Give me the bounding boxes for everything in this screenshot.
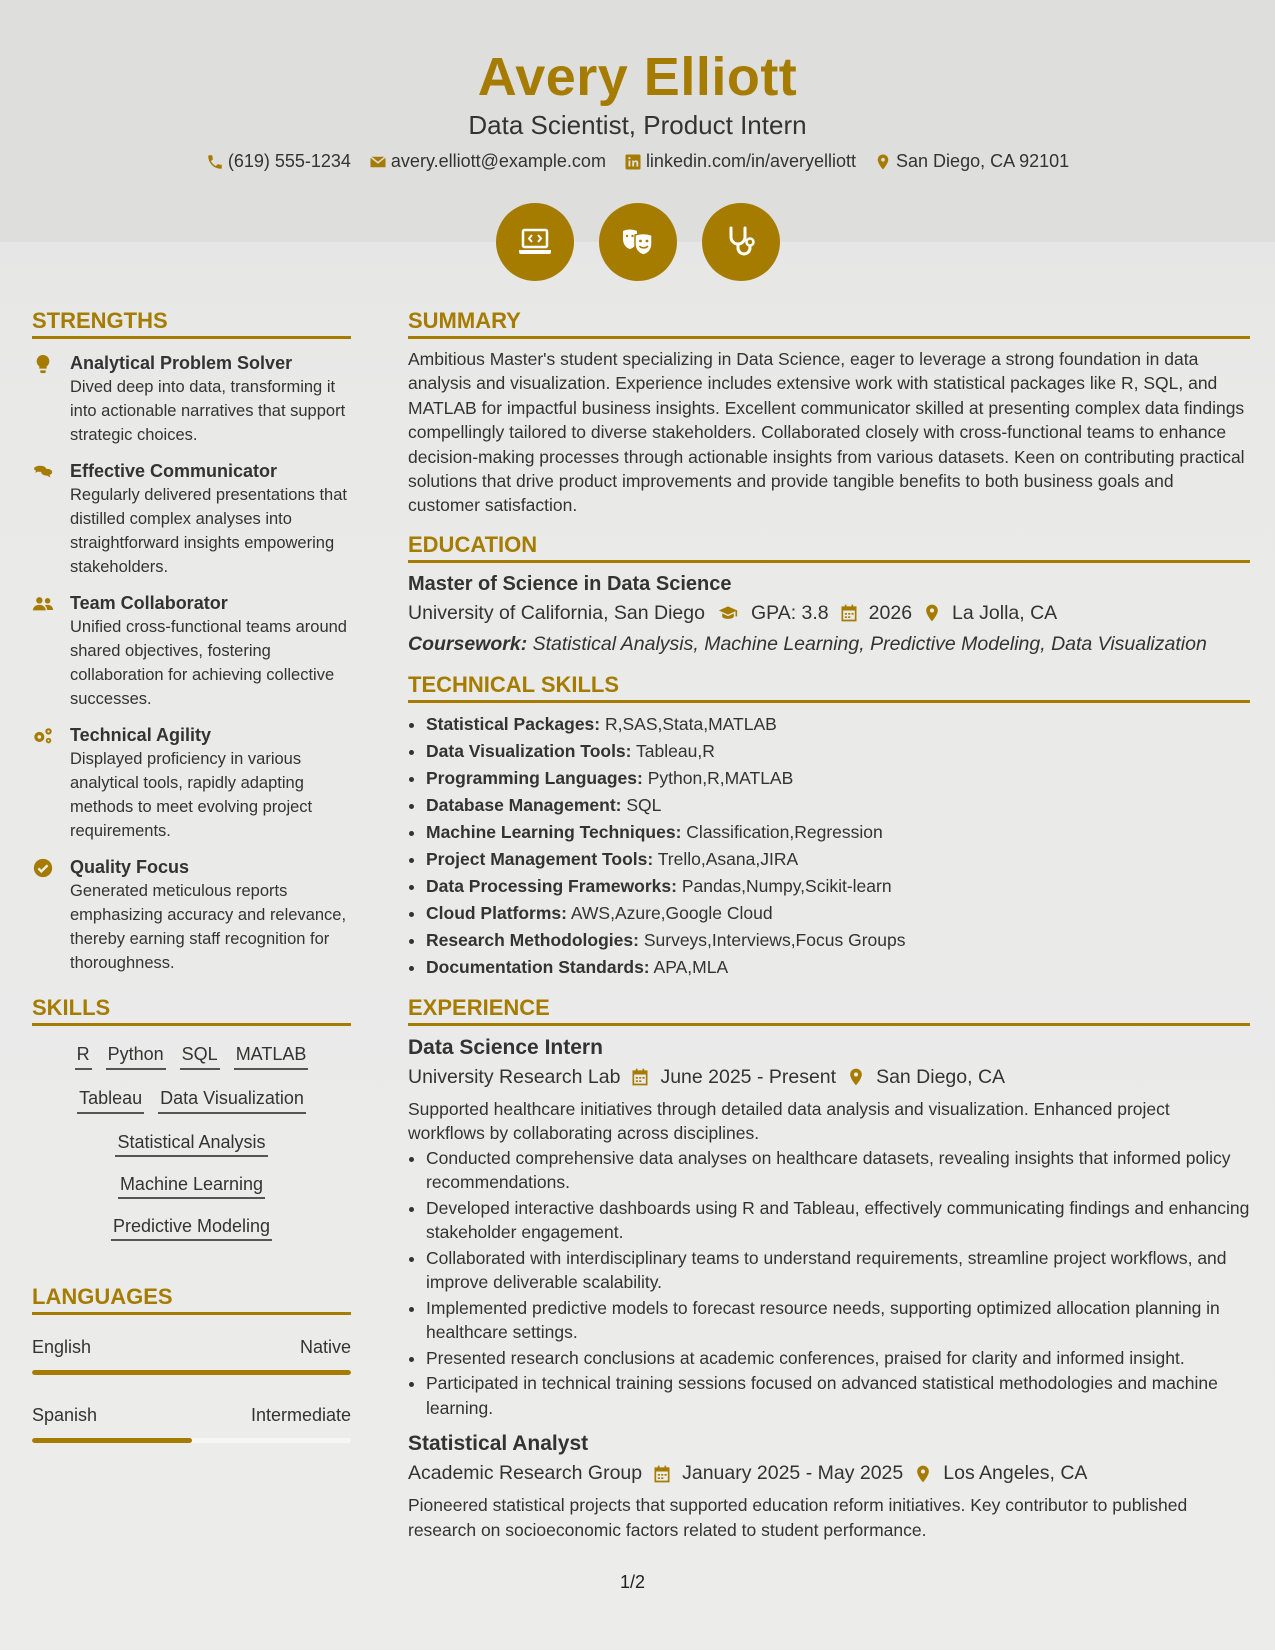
job-bullets bbox=[408, 1146, 1250, 1421]
stethoscope-icon bbox=[721, 222, 761, 262]
coursework-label: Coursework: bbox=[408, 632, 528, 655]
list-item: • Implemented predictive models to forecast resource needs, supporting optimized allocation planning in healthcare settings. bbox=[426, 1296, 1250, 1345]
experience-heading: EXPERIENCE bbox=[408, 995, 1250, 1026]
interest-icons bbox=[0, 203, 1275, 281]
school-location: La Jolla, CA bbox=[952, 601, 1058, 624]
skill-chip: Statistical Analysis bbox=[62, 1130, 321, 1156]
theater-masks-icon bbox=[618, 222, 658, 262]
strength-desc: Unified cross-functional teams around shared objectives, fostering collaboration for achieving collective successes. bbox=[70, 618, 347, 708]
linkedin-icon bbox=[624, 153, 642, 171]
job-meta bbox=[408, 1066, 1250, 1089]
strength-title: Analytical Problem Solver bbox=[70, 353, 293, 373]
list-item: • Machine Learning Techniques: Classification,Regression bbox=[426, 819, 1250, 846]
strength-item bbox=[32, 855, 351, 975]
skill-chip: Tableau bbox=[77, 1086, 144, 1114]
degree-title: Master of Science in Data Science bbox=[408, 572, 732, 595]
language-item bbox=[32, 1337, 351, 1375]
graduation-year: 2026 bbox=[868, 601, 913, 624]
skills-heading: SKILLS bbox=[32, 995, 351, 1026]
comments-icon bbox=[32, 461, 54, 483]
map-marker-icon bbox=[913, 1464, 933, 1484]
right-column bbox=[408, 308, 1250, 1542]
list-item: • Documentation Standards: APA,MLA bbox=[426, 954, 1250, 981]
calendar-icon bbox=[652, 1464, 672, 1484]
gpa-text: GPA: 3.8 bbox=[750, 601, 829, 624]
candidate-name: Avery Elliott bbox=[477, 47, 798, 107]
cogs-icon bbox=[32, 725, 54, 747]
list-item: • Research Methodologies: Surveys,Interviews,Focus Groups bbox=[426, 927, 1250, 954]
calendar-icon bbox=[630, 1067, 650, 1087]
job-dates: June 2025 - Present bbox=[660, 1065, 837, 1088]
laptop-code-badge bbox=[496, 203, 574, 281]
job-dates: January 2025 - May 2025 bbox=[682, 1462, 904, 1485]
job-title: Data Science Intern bbox=[408, 1035, 603, 1059]
job-title: Statistical Analyst bbox=[408, 1432, 589, 1456]
strength-desc: Generated meticulous reports emphasizing accuracy and relevance, thereby earning staff recognition for thoroughness. bbox=[70, 882, 347, 972]
skill-chip: SQL bbox=[180, 1042, 220, 1070]
skill-chip: MATLAB bbox=[234, 1042, 309, 1070]
phone-text: (619) 555-1234 bbox=[227, 151, 351, 171]
contact-info bbox=[0, 151, 1275, 172]
list-item: • Database Management: SQL bbox=[426, 792, 1250, 819]
language-name: English bbox=[32, 1337, 92, 1357]
list-item: • Conducted comprehensive data analyses on healthcare datasets, revealing insights that informed policy recommendations. bbox=[426, 1146, 1250, 1195]
skill-chip: Predictive Modeling bbox=[62, 1214, 321, 1240]
technical-skills-list bbox=[408, 711, 1250, 981]
calendar-icon bbox=[839, 603, 859, 623]
strength-desc: Regularly delivered presentations that distilled complex analyses into straightforward insights empowering stakeholders. bbox=[70, 486, 347, 576]
language-bar-fill bbox=[32, 1370, 351, 1375]
contact-location bbox=[874, 151, 1069, 172]
coursework-text: Statistical Analysis, Machine Learning, Predictive Modeling, Data Visualization bbox=[532, 632, 1207, 655]
contact-linkedin[interactable] bbox=[624, 151, 856, 172]
strength-title: Technical Agility bbox=[70, 725, 212, 745]
map-marker-icon bbox=[846, 1067, 866, 1087]
contact-email[interactable] bbox=[369, 151, 606, 172]
job-location: Los Angeles, CA bbox=[943, 1462, 1088, 1485]
skills-list bbox=[32, 1042, 351, 1240]
education-meta bbox=[408, 602, 1250, 625]
strengths-heading: STRENGTHS bbox=[32, 308, 351, 339]
left-column bbox=[32, 308, 351, 1443]
strength-title: Effective Communicator bbox=[70, 461, 278, 481]
phone-icon bbox=[206, 153, 224, 171]
summary-heading: SUMMARY bbox=[408, 308, 1250, 339]
school-name: University of California, San Diego bbox=[408, 601, 705, 624]
envelope-icon bbox=[369, 153, 387, 171]
strength-title: Quality Focus bbox=[70, 857, 190, 877]
language-bar-fill bbox=[32, 1438, 192, 1443]
list-item: • Cloud Platforms: AWS,Azure,Google Cloud bbox=[426, 900, 1250, 927]
map-marker-icon bbox=[874, 153, 892, 171]
location-text: San Diego, CA 92101 bbox=[896, 151, 1070, 171]
language-level: Intermediate bbox=[250, 1405, 351, 1425]
job-location: San Diego, CA bbox=[876, 1065, 1006, 1088]
language-bar bbox=[32, 1438, 351, 1443]
list-item: • Collaborated with interdisciplinary teams to understand requirements, streamline project workflows, and improve deliverable scalability. bbox=[426, 1246, 1250, 1295]
lightbulb-icon bbox=[32, 353, 54, 375]
strength-desc: Displayed proficiency in various analytical tools, rapidly adapting methods to meet evolving project requirements. bbox=[70, 750, 313, 840]
list-item: • Data Processing Frameworks: Pandas,Numpy,Scikit-learn bbox=[426, 873, 1250, 900]
email-text: avery.elliott@example.com bbox=[390, 151, 606, 171]
skill-chip: Python bbox=[106, 1042, 166, 1070]
summary-text: Ambitious Master's student specializing in Data Science, eager to leverage a strong foundation in data analysis and visualization. Experience includes extensive work with statistical packages like R, SQL, and MATLAB for impactful business insights. Excellent communicator skilled at presenting complex data findings compellingly tailored to diverse stakeholders. Collaborated closely with cross-functional teams to enhance decision-making processes through actionable insights from various datasets. Keen on contributing practical solutions that drive product improvements and provide tangible benefits to both business goals and customer satisfaction. bbox=[408, 349, 1245, 516]
strength-desc: Dived deep into data, transforming it into actionable narratives that support strategic choices. bbox=[70, 378, 346, 444]
list-item: • Presented research conclusions at academic conferences, praised for clarity and informed insight. bbox=[426, 1346, 1250, 1371]
job-meta bbox=[408, 1462, 1250, 1485]
strength-item bbox=[32, 459, 351, 579]
strength-item bbox=[32, 723, 351, 843]
language-name: Spanish bbox=[32, 1405, 98, 1425]
job-org: University Research Lab bbox=[408, 1065, 621, 1088]
list-item: • Developed interactive dashboards using R and Tableau, effectively communicating findings and enhancing stakeholder engagement. bbox=[426, 1196, 1250, 1245]
strength-item bbox=[32, 351, 351, 447]
page-number: 1/2 bbox=[620, 1572, 646, 1592]
job-desc: Pioneered statistical projects that supported education reform initiatives. Key contributor to published research on socioeconomic factors related to student performance. bbox=[408, 1495, 1188, 1540]
technical-skills-heading: TECHNICAL SKILLS bbox=[408, 672, 1250, 703]
theater-masks-badge bbox=[599, 203, 677, 281]
check-circle-icon bbox=[32, 857, 54, 879]
job-org: Academic Research Group bbox=[408, 1462, 643, 1485]
language-level: Native bbox=[299, 1337, 351, 1357]
skill-chip: Data Visualization bbox=[158, 1086, 306, 1114]
language-bar bbox=[32, 1370, 351, 1375]
users-icon bbox=[32, 593, 54, 615]
education-heading: EDUCATION bbox=[408, 532, 1250, 563]
strength-item bbox=[32, 591, 351, 711]
list-item: • Data Visualization Tools: Tableau,R bbox=[426, 738, 1250, 765]
language-item bbox=[32, 1405, 351, 1443]
list-item: • Participated in technical training sessions focused on advanced statistical methodologies and machine learning. bbox=[426, 1371, 1250, 1420]
strength-title: Team Collaborator bbox=[70, 593, 228, 613]
list-item: • Programming Languages: Python,R,MATLAB bbox=[426, 765, 1250, 792]
map-marker-icon bbox=[922, 603, 942, 623]
linkedin-text: linkedin.com/in/averyelliott bbox=[645, 151, 857, 171]
candidate-title: Data Scientist, Product Intern bbox=[468, 110, 807, 140]
list-item: • Project Management Tools: Trello,Asana,JIRA bbox=[426, 846, 1250, 873]
skill-chip: Machine Learning bbox=[62, 1172, 321, 1198]
job-desc: Supported healthcare initiatives through detailed data analysis and visualization. Enhanced project workflows by collaborating across disciplines. bbox=[408, 1098, 1170, 1144]
skill-chip: R bbox=[75, 1042, 92, 1070]
stethoscope-badge bbox=[702, 203, 780, 281]
laptop-code-icon bbox=[515, 222, 555, 262]
contact-phone[interactable] bbox=[206, 151, 351, 172]
coursework bbox=[408, 633, 1250, 656]
graduation-cap-icon bbox=[715, 603, 741, 623]
list-item: • Statistical Packages: R,SAS,Stata,MATLAB bbox=[426, 711, 1250, 738]
languages-heading: LANGUAGES bbox=[32, 1284, 351, 1315]
